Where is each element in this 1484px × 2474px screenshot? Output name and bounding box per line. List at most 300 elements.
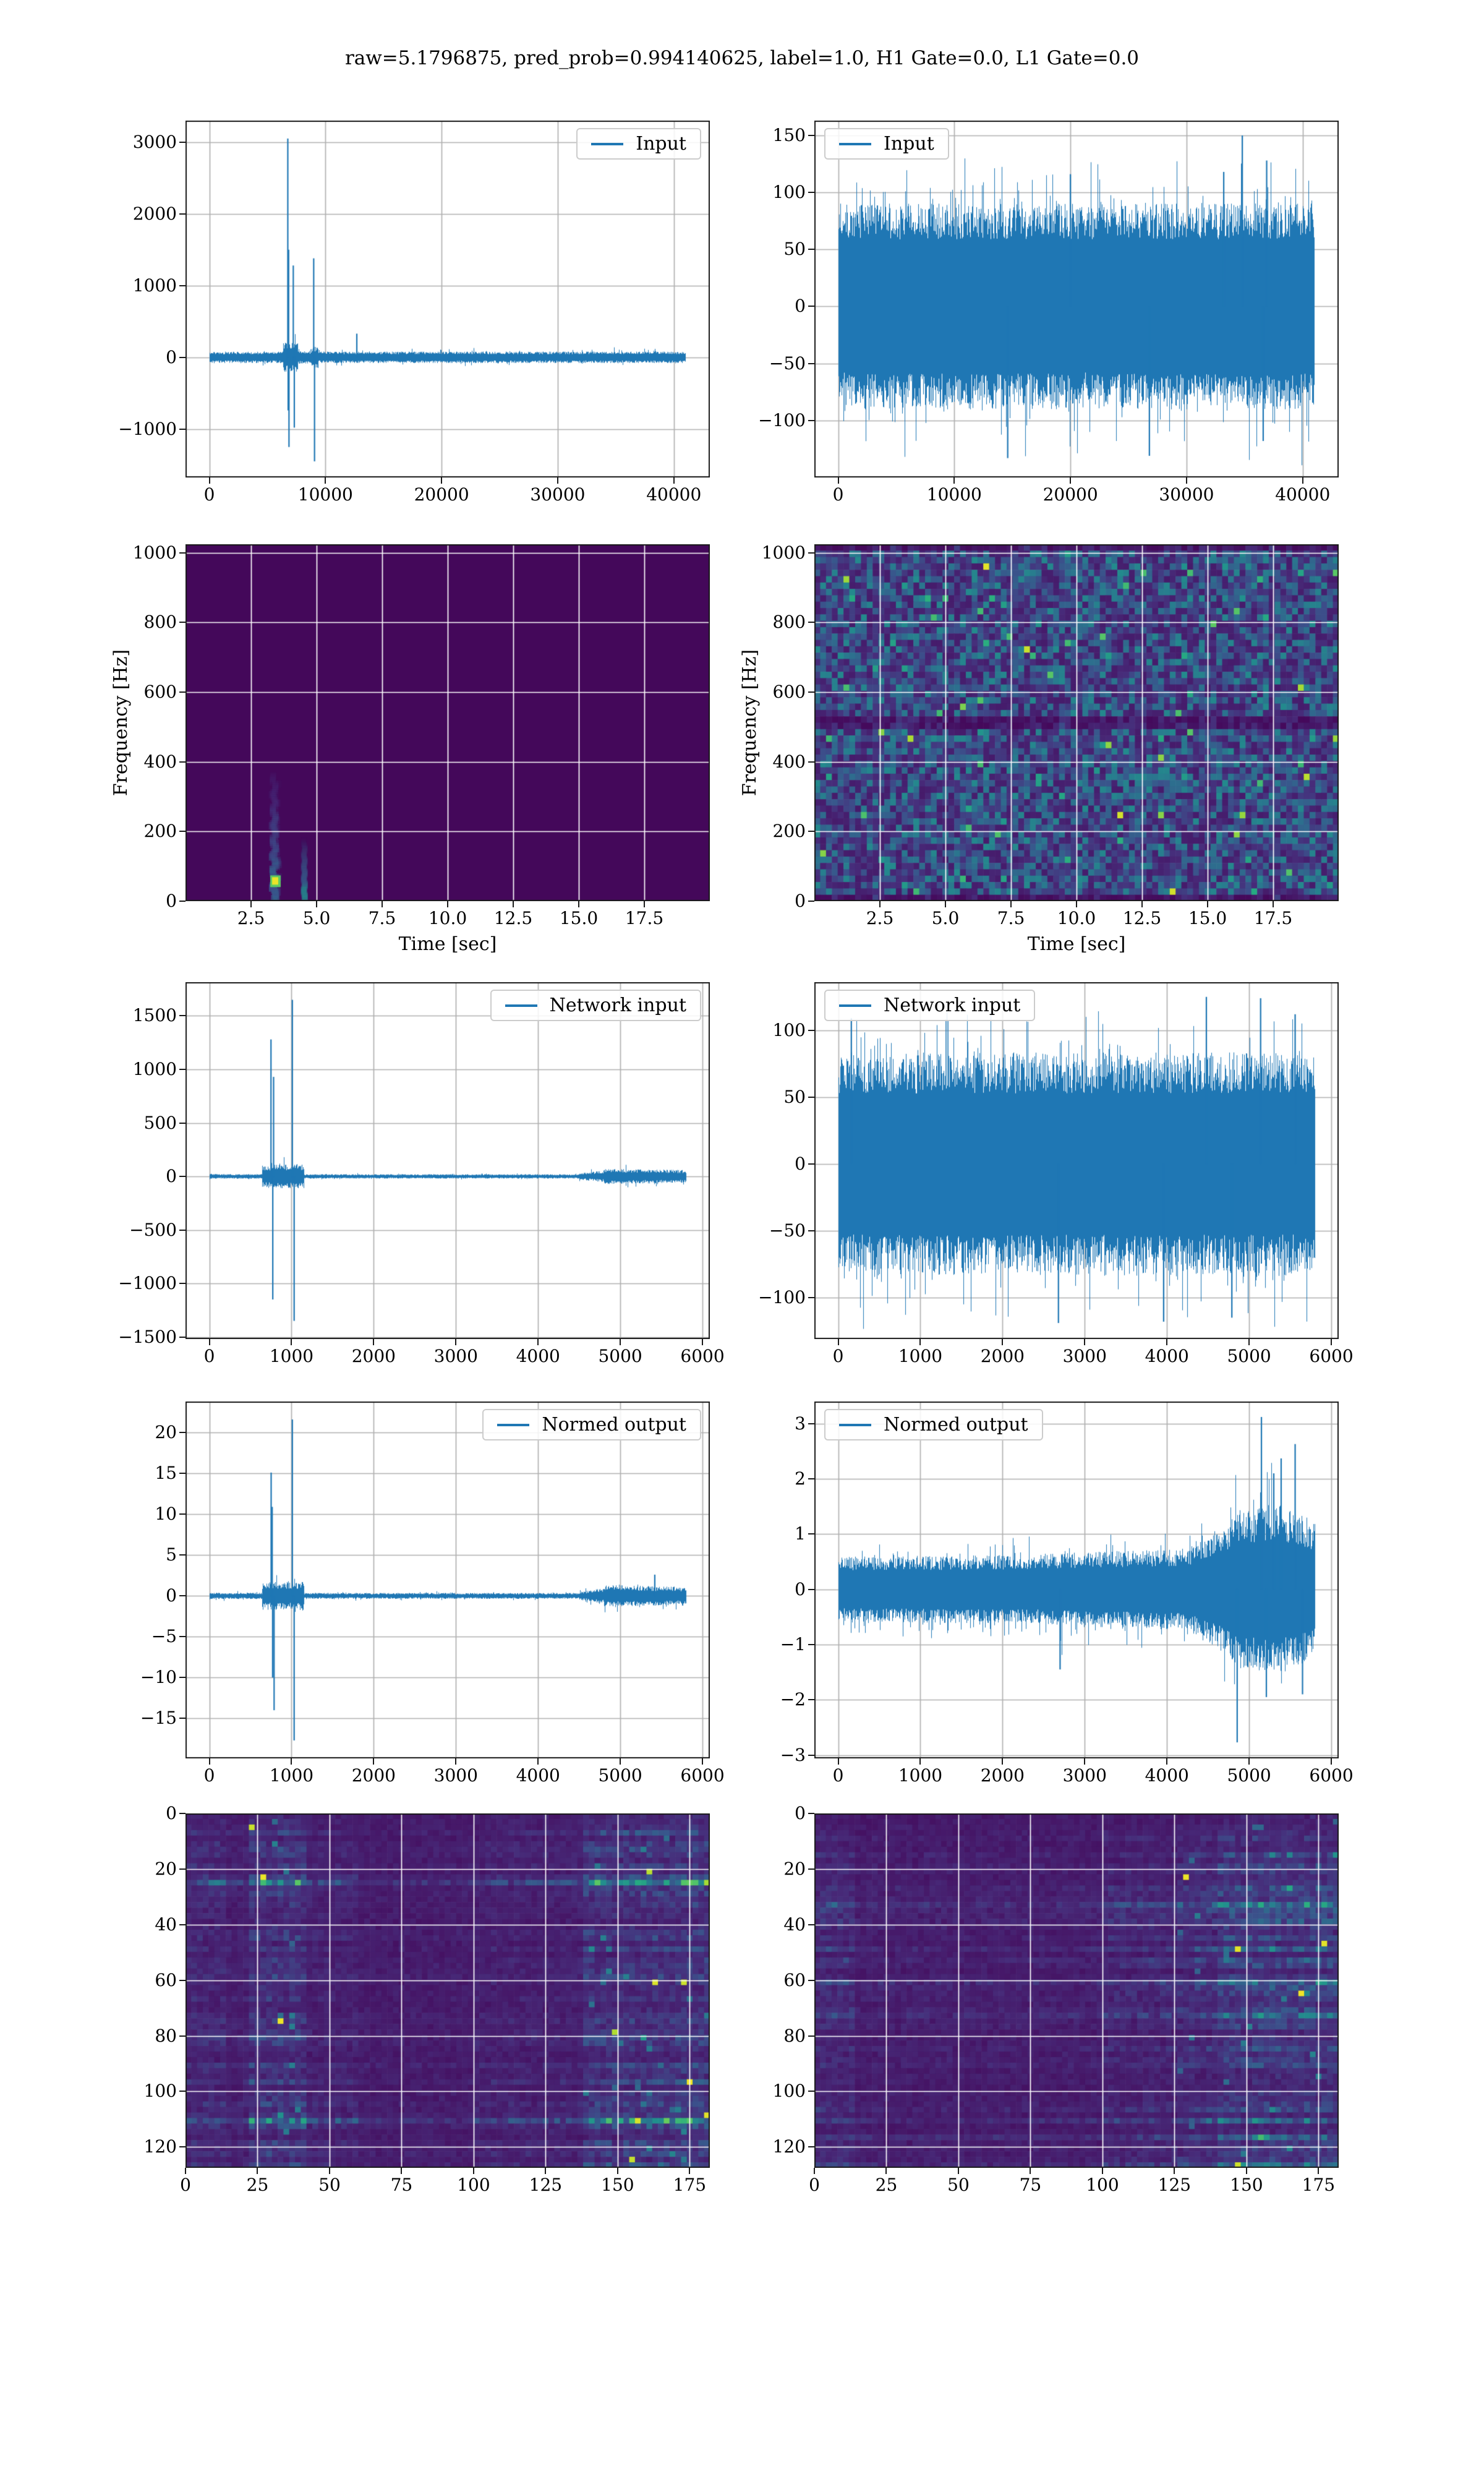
y-tick-label: −5 [151,1626,177,1647]
y-tick-mark [179,2091,186,2092]
y-tick-label: 2 [795,1468,806,1489]
x-tick-label: 20000 [1043,484,1098,505]
x-tick-label: 50 [947,2175,970,2195]
x-tick-mark [373,1339,374,1345]
y-tick-label: 40 [155,1914,177,1935]
x-tick-mark [578,901,579,907]
x-tick-mark [1030,2168,1031,2174]
x-tick-mark [1207,901,1208,907]
y-tick-mark [179,285,186,286]
y-tick-mark [179,691,186,693]
x-tick-mark [1273,901,1274,907]
x-tick-label: 3000 [433,1346,478,1366]
x-tick-mark [455,1339,456,1345]
x-tick-label: 10000 [297,484,353,505]
x-tick-label: 1000 [269,1346,314,1366]
h1-spectrogram-canvas [186,544,710,901]
x-tick-mark [291,1339,292,1345]
x-tick-label: 1000 [898,1346,943,1366]
y-axis-label: Frequency [Hz] [110,649,132,797]
y-tick-label: 0 [166,1585,177,1606]
y-tick-label: 50 [783,1086,806,1107]
x-tick-mark [838,1758,839,1765]
x-tick-label: 5000 [1227,1346,1271,1366]
y-tick-label: 1000 [132,1059,177,1079]
plot-h1-input [118,121,710,505]
x-tick-mark [1186,477,1187,484]
y-tick-label: 10 [155,1504,177,1525]
x-tick-mark [814,2168,815,2174]
x-tick-label: 25 [246,2175,269,2195]
y-tick-mark [808,249,814,250]
x-tick-mark [1076,901,1077,907]
legend-line-swatch [591,143,623,145]
x-tick-label: 75 [1019,2175,1042,2195]
x-tick-mark [879,901,881,907]
x-tick-label: 100 [457,2175,490,2195]
x-tick-mark [620,1758,621,1765]
x-tick-label: 2000 [351,1346,396,1366]
y-tick-mark [808,2146,814,2147]
x-tick-label: 0 [203,1765,215,1786]
plot-l1-input [758,121,1339,505]
x-tick-label: 5000 [598,1765,642,1786]
x-tick-mark [953,477,955,484]
network-input-left-canvas [186,982,710,1339]
y-tick-mark [179,1230,186,1231]
y-tick-mark [179,1718,186,1719]
y-tick-mark [179,1636,186,1637]
y-tick-mark [179,142,186,143]
x-tick-mark [1246,2168,1247,2174]
x-tick-mark [537,1339,539,1345]
x-tick-mark [316,901,317,907]
x-tick-label: 100 [1086,2175,1119,2195]
x-tick-label: 5.0 [302,908,331,928]
x-tick-label: 150 [1230,2175,1263,2195]
legend-line-swatch [839,143,871,145]
x-tick-label: 15.0 [1188,908,1227,928]
x-tick-mark [209,477,210,484]
y-tick-label: 0 [795,296,806,317]
x-tick-label: 4000 [516,1346,560,1366]
x-tick-mark [885,2168,887,2174]
y-tick-label: 5 [166,1544,177,1565]
legend-label: Normed output [884,1414,1028,1436]
x-tick-label: 2000 [980,1346,1025,1366]
y-tick-label: −500 [129,1219,177,1240]
x-tick-mark [644,901,645,907]
x-axis-label: Time [sec] [1027,933,1126,955]
y-tick-label: 0 [166,1803,177,1823]
x-tick-mark [1141,901,1143,907]
x-tick-mark [209,1758,210,1765]
y-tick-label: 0 [795,1578,806,1599]
y-tick-label: 80 [155,2025,177,2046]
x-tick-label: 17.5 [1253,908,1293,928]
y-tick-mark [808,2091,814,2092]
x-tick-label: 7.5 [368,908,396,928]
y-tick-mark [808,1868,814,1870]
x-tick-label: 125 [529,2175,563,2195]
x-tick-label: 4000 [1145,1346,1189,1366]
figure-title: raw=5.1796875, pred_prob=0.994140625, label=1.0, H1 Gate=0.0, L1 Gate=0.0 [344,47,1140,69]
x-tick-mark [1302,477,1303,484]
x-tick-mark [455,1758,456,1765]
y-tick-label: 500 [143,1112,177,1133]
x-tick-label: 75 [390,2175,413,2195]
y-tick-mark [179,1069,186,1070]
y-tick-mark [179,1283,186,1284]
x-tick-label: 150 [601,2175,634,2195]
x-tick-mark [1331,1339,1332,1345]
x-tick-mark [1002,1339,1003,1345]
y-tick-mark [179,1123,186,1124]
x-tick-mark [441,477,442,484]
x-tick-label: 15.0 [559,908,599,928]
y-tick-label: −1000 [118,1273,177,1294]
y-tick-label: −15 [140,1708,177,1729]
x-tick-mark [838,477,839,484]
x-tick-label: 20000 [414,484,469,505]
legend-line-swatch [505,1004,537,1007]
x-tick-label: 2.5 [237,908,265,928]
legend-label: Network input [549,995,686,1016]
h1-input-canvas [186,121,710,477]
x-tick-mark [702,1339,703,1345]
y-tick-label: 400 [772,751,806,772]
x-tick-label: 2000 [980,1765,1025,1786]
y-tick-mark [808,192,814,193]
plot-normed-output-left [140,1402,725,1786]
y-tick-mark [808,420,814,421]
y-tick-mark [808,1030,814,1031]
y-tick-label: 100 [772,1019,806,1040]
x-tick-label: 125 [1158,2175,1192,2195]
x-tick-label: 4000 [1145,1765,1189,1786]
y-tick-mark [808,2035,814,2037]
x-tick-label: 10.0 [1057,908,1096,928]
y-tick-label: 3000 [132,131,177,152]
legend-line-swatch [839,1004,871,1007]
y-tick-mark [179,2146,186,2147]
y-tick-mark [179,2035,186,2037]
network-input-right-canvas [814,982,1339,1339]
x-tick-mark [1174,2168,1175,2174]
x-tick-mark [1070,477,1071,484]
y-tick-mark [808,1423,814,1424]
y-tick-mark [808,1097,814,1098]
y-tick-mark [179,1015,186,1016]
x-tick-mark [291,1758,292,1765]
legend-label: Input [636,133,686,155]
y-tick-mark [179,1554,186,1556]
x-tick-label: 3000 [433,1765,478,1786]
x-tick-mark [325,477,326,484]
x-tick-mark [1084,1339,1085,1345]
y-tick-mark [179,1432,186,1433]
x-tick-mark [1166,1339,1167,1345]
x-tick-label: 3000 [1062,1765,1107,1786]
x-tick-mark [1166,1758,1167,1765]
y-tick-mark [808,1478,814,1479]
x-tick-label: 5000 [598,1346,642,1366]
x-tick-mark [250,901,252,907]
x-tick-mark [958,2168,959,2174]
y-tick-mark [179,429,186,430]
legend-label: Input [884,133,934,155]
x-tick-mark [1002,1758,1003,1765]
x-axis-label: Time [sec] [398,933,497,955]
y-tick-label: 600 [143,681,177,702]
y-tick-mark [179,1513,186,1515]
legend [576,128,701,160]
y-tick-mark [808,1644,814,1645]
y-tick-label: 800 [772,612,806,633]
x-tick-mark [257,2168,258,2174]
y-tick-mark [179,1677,186,1678]
x-tick-label: 7.5 [997,908,1025,928]
normed-output-right-canvas [814,1402,1339,1758]
x-tick-label: 30000 [530,484,586,505]
x-tick-mark [401,2168,402,2174]
x-tick-label: 175 [673,2175,707,2195]
y-tick-mark [179,1813,186,1814]
y-tick-mark [808,552,814,554]
x-tick-label: 2.5 [866,908,894,928]
y-tick-mark [179,901,186,902]
y-tick-label: 20 [155,1422,177,1443]
y-tick-mark [808,622,814,623]
x-tick-mark [373,1758,374,1765]
y-tick-mark [179,761,186,763]
x-tick-mark [329,2168,330,2174]
normed-output-left-canvas [186,1402,710,1758]
x-tick-label: 6000 [680,1346,725,1366]
x-tick-label: 0 [203,484,215,505]
y-tick-label: 800 [143,612,177,633]
y-tick-label: 0 [166,891,177,911]
x-tick-label: 17.5 [625,908,664,928]
x-tick-label: 40000 [1275,484,1331,505]
y-tick-label: 0 [795,1803,806,1823]
y-tick-label: 0 [166,346,177,367]
x-tick-label: 6000 [1309,1765,1354,1786]
feature-map-right-canvas [814,1813,1339,2168]
legend [824,990,1035,1021]
y-tick-mark [808,306,814,307]
y-tick-mark [808,1589,814,1590]
x-tick-mark [447,901,448,907]
y-tick-mark [808,901,814,902]
y-tick-label: 0 [795,1153,806,1174]
x-tick-label: 6000 [680,1765,725,1786]
x-tick-label: 1000 [269,1765,314,1786]
y-tick-mark [808,831,814,832]
x-tick-mark [617,2168,618,2174]
x-tick-mark [1318,2168,1319,2174]
x-tick-label: 12.5 [1122,908,1162,928]
y-tick-label: 80 [783,2025,806,2046]
y-tick-mark [808,1813,814,1814]
x-tick-mark [473,2168,474,2174]
y-tick-label: −2 [780,1689,806,1710]
legend-label: Normed output [542,1414,686,1436]
x-tick-mark [545,2168,546,2174]
y-tick-mark [808,1924,814,1925]
legend-line-swatch [497,1424,529,1426]
y-tick-label: 200 [143,821,177,842]
y-tick-label: 100 [143,2081,177,2102]
y-tick-mark [808,1755,814,1756]
y-tick-mark [808,363,814,364]
x-tick-label: 12.5 [493,908,533,928]
y-tick-label: −1500 [118,1326,177,1347]
x-tick-mark [537,1758,539,1765]
y-tick-label: 100 [772,182,806,203]
y-tick-label: 3 [795,1413,806,1434]
x-tick-label: 40000 [646,484,702,505]
y-tick-label: 1 [795,1523,806,1544]
legend [824,128,949,160]
y-tick-mark [808,691,814,693]
y-tick-label: 2000 [132,203,177,224]
y-tick-label: 400 [143,751,177,772]
x-tick-label: 25 [875,2175,898,2195]
y-tick-mark [179,1176,186,1177]
y-tick-label: 20 [155,1858,177,1879]
y-tick-label: 1500 [132,1005,177,1026]
y-tick-mark [179,622,186,623]
y-tick-label: 100 [772,2081,806,2102]
y-tick-label: 50 [783,239,806,260]
y-tick-mark [808,1163,814,1165]
y-tick-label: 1000 [761,542,806,563]
x-tick-label: 0 [180,2175,191,2195]
x-tick-mark [673,477,675,484]
x-tick-label: 175 [1302,2175,1336,2195]
x-tick-label: 0 [809,2175,820,2195]
legend-label: Network input [884,995,1021,1016]
x-tick-label: 1000 [898,1765,943,1786]
x-tick-label: 10.0 [428,908,467,928]
plot-network-input-right [758,982,1354,1366]
y-tick-label: 200 [772,821,806,842]
y-tick-label: 60 [155,1969,177,1990]
x-tick-label: 3000 [1062,1346,1107,1366]
x-tick-mark [209,1339,210,1345]
y-tick-mark [808,1980,814,1981]
x-tick-mark [620,1339,621,1345]
x-tick-mark [702,1758,703,1765]
y-tick-mark [179,1924,186,1925]
legend [824,1409,1043,1440]
x-tick-mark [689,2168,690,2174]
y-tick-label: 0 [166,1166,177,1187]
y-tick-label: −100 [758,1287,806,1308]
x-tick-mark [1248,1758,1250,1765]
y-tick-label: −3 [780,1744,806,1765]
y-tick-label: −1000 [118,418,177,439]
y-tick-label: −50 [769,353,806,374]
x-tick-label: 6000 [1309,1346,1354,1366]
y-tick-mark [179,1980,186,1981]
x-tick-label: 4000 [516,1765,560,1786]
x-tick-mark [1010,901,1012,907]
x-tick-mark [945,901,946,907]
x-tick-label: 10000 [926,484,982,505]
y-tick-mark [808,1533,814,1534]
y-axis-label: Frequency [Hz] [739,649,761,797]
x-tick-mark [919,1339,921,1345]
y-tick-label: −10 [140,1667,177,1688]
y-tick-mark [808,1297,814,1298]
y-tick-mark [808,135,814,136]
x-tick-label: 50 [318,2175,341,2195]
plot-feature-map-left [143,1803,710,2195]
y-tick-label: 0 [795,891,806,911]
y-tick-label: −1 [780,1634,806,1654]
y-tick-label: −50 [769,1220,806,1241]
x-tick-label: 5.0 [931,908,960,928]
legend [482,1409,701,1440]
y-tick-label: 120 [772,2136,806,2157]
x-tick-label: 0 [832,484,844,505]
y-tick-label: 60 [783,1969,806,1990]
y-tick-label: 600 [772,681,806,702]
plot-h1-spectrogram [110,542,710,955]
x-tick-mark [1084,1758,1085,1765]
y-tick-label: 150 [772,124,806,145]
y-tick-mark [179,831,186,832]
y-tick-label: 40 [783,1914,806,1935]
y-tick-mark [179,213,186,215]
y-tick-mark [808,1230,814,1231]
y-tick-label: 1000 [132,275,177,296]
y-tick-mark [179,357,186,358]
y-tick-mark [179,1595,186,1596]
l1-spectrogram-canvas [814,544,1339,901]
x-tick-mark [185,2168,186,2174]
y-tick-mark [179,1337,186,1338]
plot-network-input-left [118,982,725,1366]
y-tick-mark [808,761,814,763]
x-tick-mark [1102,2168,1103,2174]
y-tick-label: 15 [155,1463,177,1484]
x-tick-mark [1331,1758,1332,1765]
x-tick-mark [919,1758,921,1765]
legend [490,990,701,1021]
x-tick-mark [1248,1339,1250,1345]
x-tick-mark [382,901,383,907]
y-tick-mark [179,1473,186,1474]
plot-normed-output-right [780,1402,1354,1786]
x-tick-label: 5000 [1227,1765,1271,1786]
y-tick-label: 120 [143,2136,177,2157]
y-tick-label: −100 [758,409,806,430]
y-tick-label: 1000 [132,542,177,563]
x-tick-label: 2000 [351,1765,396,1786]
x-tick-mark [557,477,558,484]
y-tick-mark [179,1868,186,1870]
l1-input-canvas [814,121,1339,477]
x-tick-mark [513,901,514,907]
y-tick-mark [179,552,186,554]
y-tick-mark [808,1699,814,1700]
feature-map-left-canvas [186,1813,710,2168]
x-tick-mark [838,1339,839,1345]
x-tick-label: 30000 [1159,484,1214,505]
